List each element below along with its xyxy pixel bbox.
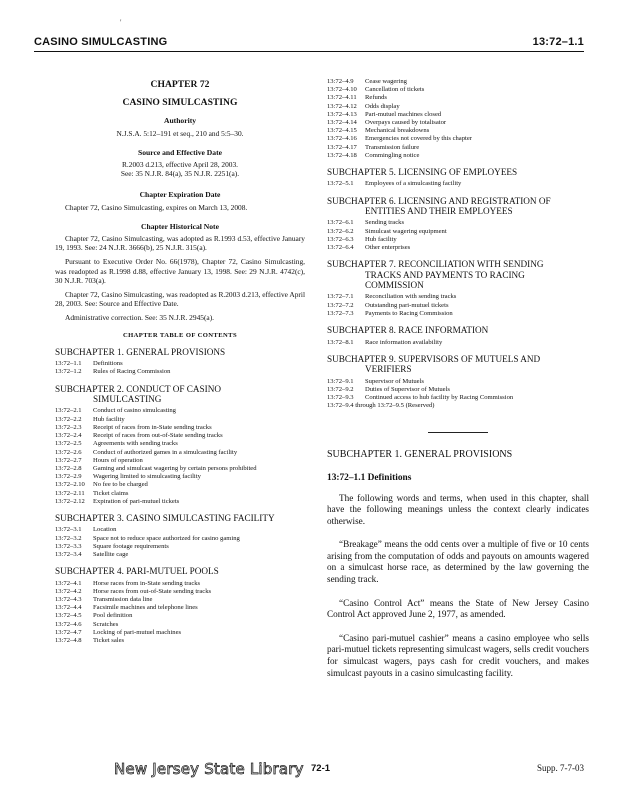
expiration-heading: Chapter Expiration Date <box>139 190 221 200</box>
page-footer <box>34 760 584 782</box>
definitions-intro: The following words and terms, when used in this chapter, shall have the following meanings unless the context clearly indicates otherwise. <box>327 492 589 526</box>
toc-entry <box>55 473 305 481</box>
toc-section-title: Receipt of races from in-State sending tracks <box>93 423 212 431</box>
toc-entry <box>55 457 305 465</box>
toc-section-title: Payments to Racing Commission <box>365 309 453 317</box>
toc-section-number: 13:72–4.4 <box>55 604 82 612</box>
library-watermark: New Jersey State Library <box>114 760 304 778</box>
subchapter-7-line-3: COMMISSION <box>365 280 424 291</box>
chapter-title: CASINO SIMULCASTING <box>122 97 238 109</box>
toc-entry <box>55 498 305 506</box>
toc-section-number: 13:72–9.2 <box>327 385 354 393</box>
toc-section-number: 13:72–4.12 <box>327 102 357 110</box>
toc-section-title: Outstanding pari-mutuel tickets <box>365 301 449 309</box>
toc-section-number: 13:72–4.14 <box>327 119 357 127</box>
toc-section-number: 13:72–4.5 <box>55 612 82 620</box>
toc-section-title: Duties of Supervisor of Mutuels <box>365 385 450 393</box>
subchapter-3-list <box>55 526 305 559</box>
toc-section-number: 13:72–4.7 <box>55 628 82 636</box>
subchapter-6-line-1: SUBCHAPTER 6. LICENSING AND REGISTRATION OF <box>327 195 551 206</box>
page-number: 72-1 <box>311 763 331 774</box>
toc-entry <box>55 360 305 368</box>
header-title: CASINO SIMULCASTING <box>34 36 168 48</box>
running-header <box>34 36 584 52</box>
toc-entry <box>327 310 589 318</box>
toc-entry <box>55 481 305 489</box>
toc-entry <box>327 219 589 227</box>
subchapter-1-heading: SUBCHAPTER 1. GENERAL PROVISIONS <box>55 346 226 357</box>
subchapter-8-heading: SUBCHAPTER 8. RACE INFORMATION <box>327 325 489 336</box>
toc-section-number: 13:72–6.1 <box>327 219 354 227</box>
toc-section-title: Transmission failure <box>365 143 420 151</box>
section-heading: 13:72–1.1 Definitions <box>327 472 412 483</box>
toc-entry <box>327 127 589 135</box>
toc-section-number: 13:72–4.17 <box>327 143 357 151</box>
toc-section-number: 13:72–4.3 <box>55 595 82 603</box>
toc-entry <box>55 612 305 620</box>
toc-section-number: 13:72–2.11 <box>55 489 85 497</box>
toc-section-title: Simulcast wagering equipment <box>365 227 447 235</box>
toc-entry <box>327 244 589 252</box>
toc-entry <box>55 449 305 457</box>
toc-section-number: 13:72–1.1 <box>55 360 82 368</box>
toc-entry <box>55 535 305 543</box>
toc-section-number: 13:72–2.6 <box>55 448 82 456</box>
toc-entry <box>327 302 589 310</box>
source-heading: Source and Effective Date <box>137 147 222 157</box>
toc-entry <box>55 490 305 498</box>
toc-entry <box>327 78 589 86</box>
toc-entry <box>55 432 305 440</box>
subchapter-7-line-1: SUBCHAPTER 7. RECONCILIATION WITH SENDING <box>327 259 544 270</box>
toc-section-title: Gaming and simulcast wagering by certain persons prohibited <box>93 464 257 472</box>
toc-entry <box>327 111 589 119</box>
history-heading: Chapter Historical Note <box>141 221 219 231</box>
subchapter-2-heading <box>55 384 305 405</box>
toc-section-title: Hours of operation <box>93 456 143 464</box>
toc-section-title: Conduct of casino simulcasting <box>93 407 176 415</box>
toc-section-number: 13:72–4.8 <box>55 636 82 644</box>
toc-section-title: Wagering limited to simulcasting facility <box>93 473 201 481</box>
toc-entry <box>327 394 589 402</box>
subchapter-3-heading: SUBCHAPTER 3. CASINO SIMULCASTING FACILITY <box>55 512 275 523</box>
subchapter-1-list <box>55 360 305 376</box>
toc-section-title: Odds display <box>365 102 400 110</box>
toc-section-title: Ticket claims <box>93 489 129 497</box>
subchapter-4-continued-list <box>327 78 589 160</box>
toc-section-number: 13:72–2.8 <box>55 464 82 472</box>
toc-entry <box>327 386 589 394</box>
definition-casino-pari-mutuel-cashier: “Casino pari-mutuel cashier” means a casino employee who sells pari-mutuel tickets representing simulcast wagers, sells credit vouchers for simulcast wagers, pays cash for credit vouchers, and makes simulcast payouts in a casino simulcasting facility. <box>327 632 589 678</box>
toc-section-title: Horse races from in-State sending tracks <box>93 579 201 587</box>
toc-section-number: 13:72–4.15 <box>327 127 357 135</box>
definition-casino-control-act: “Casino Control Act” means the State of New Jersey Casino Control Act approved June 2, 1977, as amended. <box>327 597 589 620</box>
subchapter-7-line-2: TRACKS AND PAYMENTS TO RACING <box>365 269 525 280</box>
subchapter-2-line-2: SIMULCASTING <box>93 394 162 405</box>
history-paragraph-2: Pursuant to Executive Order No. 66(1978), Chapter 72, Casino Simulcasting, was readopted as R.1998 d.88, effective January 13, 1998. See: 29 N.J.R. 4742(c), 30 N.J.R. 703(a). <box>55 257 305 285</box>
definition-breakage: “Breakage” means the odd cents over a multiple of five or 10 cents arising from the computation of odds and payouts on amounts wagered on a simulcast horse race, as determined by the law governing the sending track. <box>327 539 589 585</box>
subchapter-6-heading <box>327 196 589 217</box>
subchapter-9-line-1: SUBCHAPTER 9. SUPERVISORS OF MUTUELS AND <box>327 353 541 364</box>
subchapter-7-list <box>327 293 589 318</box>
page-mark: ' <box>120 18 122 27</box>
subchapter-9-list <box>327 378 589 403</box>
toc-section-title: Ticket sales <box>93 636 125 644</box>
toc-entry <box>327 103 589 111</box>
toc-section-number: 13:72–3.1 <box>55 526 82 534</box>
toc-section-number: 13:72–4.2 <box>55 587 82 595</box>
toc-entry <box>327 378 589 386</box>
toc-entry <box>55 440 305 448</box>
toc-section-number: 13:72–4.9 <box>327 78 354 85</box>
source-line-1: R.2003 d.213, effective April 28, 2003. <box>121 160 239 170</box>
toc-section-title: Scratches <box>93 620 119 628</box>
subchapter-7-heading <box>327 259 589 290</box>
toc-section-title: Space not to reduce space authorized for casino gaming <box>93 534 240 542</box>
toc-reserved-entry: 13:72–9.4 through 13:72–9.5 (Reserved) <box>327 402 435 410</box>
history-paragraph-4: Administrative correction. See: 35 N.J.R. 2945(a). <box>65 313 215 323</box>
subchapter-5-heading: SUBCHAPTER 5. LICENSING OF EMPLOYEES <box>327 167 518 178</box>
toc-section-number: 13:72–2.7 <box>55 456 82 464</box>
toc-section-title: Cease wagering <box>365 78 407 85</box>
toc-entry <box>55 596 305 604</box>
toc-section-number: 13:72–6.3 <box>327 235 354 243</box>
toc-section-title: Expiration of pari-mutuel tickets <box>93 497 180 505</box>
toc-section-number: 13:72–3.2 <box>55 534 82 542</box>
toc-entry <box>55 424 305 432</box>
toc-entry <box>327 236 589 244</box>
toc-section-number: 13:72–6.2 <box>327 227 354 235</box>
toc-section-title: Horse races from out-of-State sending tracks <box>93 587 212 595</box>
source-line-2: See: 35 N.J.R. 84(a), 35 N.J.R. 2251(a). <box>120 169 240 179</box>
section-divider <box>428 432 488 433</box>
toc-section-title: Hub facility <box>93 415 125 423</box>
subchapter-2-list <box>55 407 305 505</box>
subchapter-9-heading <box>327 354 589 375</box>
toc-entry <box>55 580 305 588</box>
toc-section-title: Cancellation of tickets <box>365 86 425 94</box>
toc-section-title: Facsimile machines and telephone lines <box>93 604 198 612</box>
header-section: 13:72–1.1 <box>532 36 584 48</box>
toc-entry <box>327 119 589 127</box>
subchapter-4-list <box>55 580 305 646</box>
toc-section-number: 13:72–7.2 <box>327 301 354 309</box>
toc-section-number: 13:72–4.6 <box>55 620 82 628</box>
toc-section-number: 13:72–2.5 <box>55 440 82 448</box>
toc-section-number: 13:72–2.4 <box>55 432 82 440</box>
toc-section-title: Hub facility <box>365 235 397 243</box>
toc-section-title: Pool definition <box>93 612 133 620</box>
toc-section-title: Definitions <box>93 360 123 368</box>
toc-section-number: 13:72–2.3 <box>55 423 82 431</box>
toc-entry <box>327 94 589 102</box>
toc-section-number: 13:72–8.1 <box>327 338 354 346</box>
subchapter-2-line-1: SUBCHAPTER 2. CONDUCT OF CASINO <box>55 383 221 394</box>
left-column <box>55 80 305 645</box>
toc-entry <box>55 604 305 612</box>
toc-section-number: 13:72–4.18 <box>327 151 357 159</box>
subchapter-6-list <box>327 219 589 252</box>
toc-entry <box>55 407 305 415</box>
toc-entry <box>327 339 589 347</box>
subchapter-4-heading: SUBCHAPTER 4. PARI-MUTUEL POOLS <box>55 566 219 577</box>
toc-section-title: Commingling notice <box>365 151 420 159</box>
toc-entry <box>327 86 589 94</box>
toc-section-number: 13:72–2.12 <box>55 497 85 505</box>
toc-section-number: 13:72–4.13 <box>327 110 357 118</box>
history-paragraph-3: Chapter 72, Casino Simulcasting, was readopted as R.2003 d.213, effective April 28, 2003. See: Source and Effective Date. <box>55 290 305 309</box>
toc-section-title: Race information availability <box>365 338 443 346</box>
authority-text: N.J.S.A. 5:12–191 et seq., 210 and 5:5–30. <box>116 128 244 138</box>
subchapter-8-list <box>327 339 589 347</box>
toc-section-title: Transmission data line <box>93 595 153 603</box>
toc-entry <box>55 368 305 376</box>
history-paragraph-1: Chapter 72, Casino Simulcasting, was adopted as R.1993 d.53, effective January 19, 1993. See: 24 N.J.R. 3666(b), 25 N.J.R. 315(a). <box>55 234 305 253</box>
toc-entry <box>327 135 589 143</box>
toc-section-title: Refunds <box>365 94 387 102</box>
toc-entry <box>55 526 305 534</box>
subchapter-6-line-2: ENTITIES AND THEIR EMPLOYEES <box>365 206 513 217</box>
toc-entry <box>327 228 589 236</box>
toc-section-number: 13:72–7.1 <box>327 293 354 301</box>
toc-entry <box>55 543 305 551</box>
toc-section-title: Conduct of authorized games in a simulcasting facility <box>93 448 238 456</box>
toc-section-title: Receipt of races from out-of-State sending tracks <box>93 432 223 440</box>
toc-section-title: Square footage requirements <box>93 542 169 550</box>
toc-entry <box>327 293 589 301</box>
toc-section-title: Other enterprises <box>365 244 411 252</box>
toc-entry <box>55 588 305 596</box>
toc-section-number: 13:72–2.1 <box>55 407 82 415</box>
toc-entry <box>327 180 589 188</box>
toc-section-number: 13:72–4.16 <box>327 135 357 143</box>
toc-entry <box>55 637 305 645</box>
toc-section-title: Continued access to hub facility by Racing Commission <box>365 393 514 401</box>
toc-section-title: Mechanical breakdowns <box>365 127 430 135</box>
toc-section-title: Location <box>93 526 117 534</box>
toc-section-title: Emergencies not covered by this chapter <box>365 135 472 143</box>
toc-section-title: Employees of a simulcasting facility <box>365 180 462 188</box>
toc-section-title: Rules of Racing Commission <box>93 368 171 376</box>
toc-section-number: 13:72–3.4 <box>55 550 82 558</box>
toc-entry <box>327 152 589 160</box>
toc-section-title: No fee to be charged <box>93 481 148 489</box>
toc-section-title: Supervisor of Mutuels <box>365 377 424 385</box>
toc-section-number: 13:72–5.1 <box>327 180 354 188</box>
toc-section-title: Sending tracks <box>365 219 405 227</box>
chapter-number: CHAPTER 72 <box>150 79 210 90</box>
toc-section-title: Overpays caused by totalisator <box>365 119 447 127</box>
toc-entry <box>55 416 305 424</box>
toc-section-number: 13:72–3.3 <box>55 542 82 550</box>
toc-section-number: 13:72–1.2 <box>55 368 82 376</box>
body-subchapter-heading: SUBCHAPTER 1. GENERAL PROVISIONS <box>327 449 513 461</box>
subchapter-5-list <box>327 180 589 188</box>
toc-section-number: 13:72–7.3 <box>327 309 354 317</box>
supplement-date: Supp. 7-7-03 <box>537 763 584 773</box>
toc-section-title: Satellite cage <box>93 550 129 558</box>
toc-entry <box>55 551 305 559</box>
toc-section-title: Agreements with sending tracks <box>93 440 178 448</box>
body-text <box>327 449 589 679</box>
subchapter-9-line-2: VERIFIERS <box>365 364 412 375</box>
authority-heading: Authority <box>163 116 197 126</box>
toc-section-title: Pari-mutuel machines closed <box>365 110 442 118</box>
toc-entry <box>327 144 589 152</box>
toc-entry <box>55 465 305 473</box>
toc-section-number: 13:72–2.2 <box>55 415 82 423</box>
toc-section-title: Reconciliation with sending tracks <box>365 293 457 301</box>
toc-section-number: 13:72–9.3 <box>327 393 354 401</box>
toc-section-number: 13:72–9.1 <box>327 377 354 385</box>
toc-section-number: 13:72–2.9 <box>55 473 82 481</box>
toc-section-title: Locking of pari-mutuel machines <box>93 628 182 636</box>
toc-section-number: 13:72–4.10 <box>327 86 357 94</box>
expiration-text: Chapter 72, Casino Simulcasting, expires on March 13, 2008. <box>65 202 248 212</box>
toc-heading: CHAPTER TABLE OF CONTENTS <box>122 331 238 339</box>
toc-section-number: 13:72–4.11 <box>327 94 357 102</box>
toc-entry <box>55 629 305 637</box>
right-column <box>327 78 589 691</box>
toc-section-number: 13:72–4.1 <box>55 579 82 587</box>
toc-section-number: 13:72–6.4 <box>327 244 354 252</box>
toc-entry <box>55 621 305 629</box>
toc-section-number: 13:72–2.10 <box>55 481 85 489</box>
